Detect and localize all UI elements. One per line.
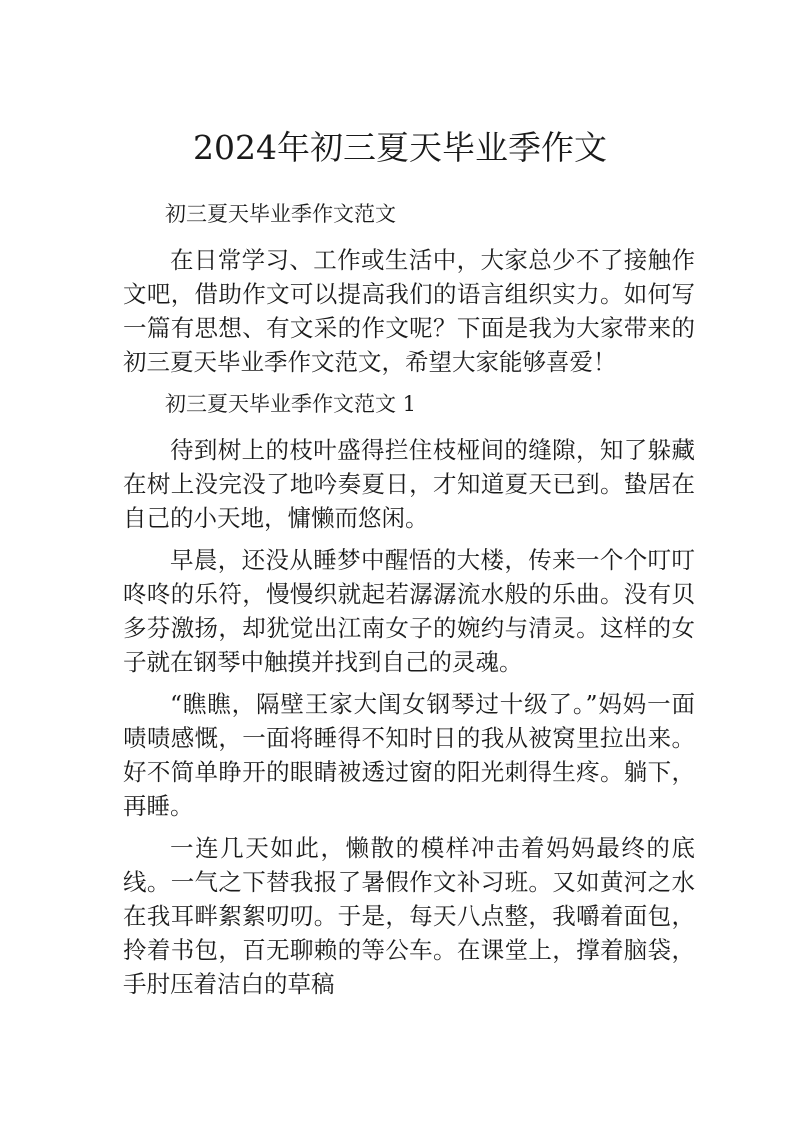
paragraph-4: 一连几天如此，懒散的模样冲击着妈妈最终的底线。一气之下替我报了暑假作文补习班。又如黄河之水在我耳畔絮絮叨叨。于是，每天八点整，我嚼着面包，拎着书包，百无聊赖的等公车。在课堂上，撑着脑袋，手肘压着洁白的草稿 [123,834,695,998]
essay-heading: 初三夏天毕业季作文范文 1 [165,392,417,416]
intro-paragraph: 在日常学习、工作或生活中，大家总少不了接触作文吧，借助作文可以提高我们的语言组织实力。如何写一篇有思想、有文采的作文呢？下面是我为大家带来的初三夏天毕业季作文范文，希望大家能够喜爱！ [123,246,695,376]
paragraph-3: “瞧瞧，隔壁王家大闺女钢琴过十级了。”妈妈一面啧啧感慨，一面将睡得不知时日的我从被窝里拉出来。好不简单睁开的眼睛被透过窗的阳光刺得生疼。躺下，再睡。 [123,690,695,820]
paragraph-2: 早晨，还没从睡梦中醒悟的大楼，传来一个个叮叮咚咚的乐符，慢慢织就起若潺潺流水般的乐曲。没有贝多芬激扬，却犹觉出江南女子的婉约与清灵。这样的女子就在钢琴中触摸并找到自己的灵魂。 [123,546,695,676]
section-heading: 初三夏天毕业季作文范文 [165,202,396,226]
document-title: 2024年初三夏天毕业季作文 [193,128,607,167]
paragraph-1: 待到树上的枝叶盛得拦住枝桠间的缝隙，知了躲藏在树上没完没了地吟奏夏日，才知道夏天已到。蛰居在自己的小天地，慵懒而悠闲。 [123,436,695,532]
document-body [123,197,695,1009]
